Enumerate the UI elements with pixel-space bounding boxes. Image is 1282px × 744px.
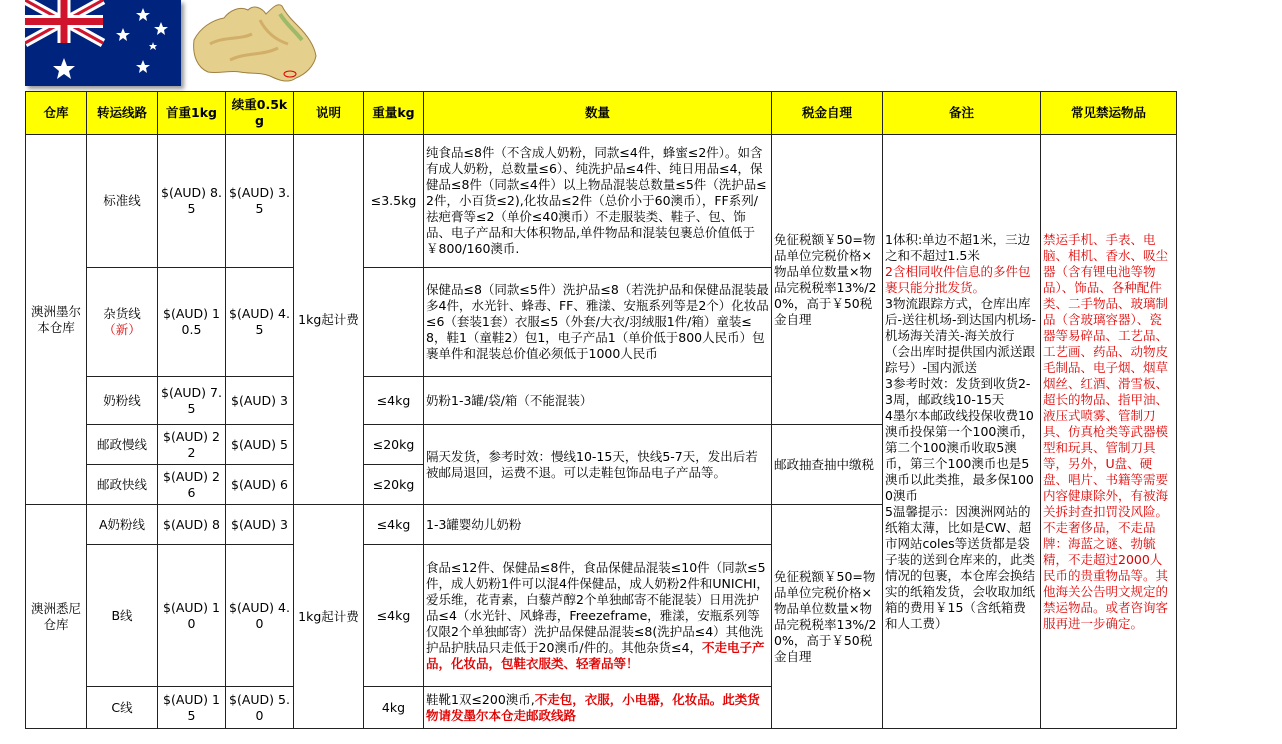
remark-3: 3物流跟踪方式，仓库出库后-送往机场-到达国内机场-机场海关清关-海关放行（会出库时提供国内派送跟踪号）-国内派送 [885,295,1037,375]
shipping-rate-table [25,91,1177,729]
remark-2: 2含相同收件信息的多件包裹只能分批发货。 [885,263,1031,295]
quantity-rules: 纯食品≤8件（不含成人奶粉，同款≤4件，蜂蜜≤2件）。如含有成人奶粉，总数量≤6）、纯洗护品≤4件、纯日用品≤4，保健品≤8件（同款≤4件）以上物品混装总数量≤5件（洗护品≤2件，小百货≤2),化妆品≤2件（总价小于60澳币），FF系列/祛疤膏等≤2（单价≤40澳币）不走服装类、鞋子、包、饰品、电子产品和大体积物品,单件物品和混装包裹总价值低于￥800/160澳币. [424,135,772,268]
header-row [26,92,1177,135]
route-name: 奶粉线 [87,377,158,425]
continued-weight-price: $(AUD) 4.0 [226,545,294,687]
melbourne-warehouse-cell: 澳洲墨尔本仓库 [26,135,87,505]
australia-flag-image [25,0,181,86]
weight-limit: ≤4kg [364,505,424,545]
quantity-warning: 不走包，衣服，小电器，化妆品。此类货物请发墨尔本仓走邮政线路 [426,691,760,723]
weight-limit: ≤20kg [364,465,424,505]
melbourne-description: 1kg起计费 [294,135,364,505]
route-name: 邮政快线 [87,465,158,505]
weight-limit: ≤20kg [364,425,424,465]
header-prohibited: 常见禁运物品 [1041,92,1177,135]
postal-tax-note: 邮政抽查抽中缴税 [772,425,883,505]
first-weight-price: $(AUD) 10.5 [158,268,226,377]
remarks-cell [883,135,1041,729]
quantity-rules: 隔天发货，参考时效：慢线10-15天，快线5-7天，发出后若被邮局退回，运费不退。可以走鞋包饰品电子产品等。 [424,425,772,505]
route-name: B线 [87,545,158,687]
route-name: 邮政慢线 [87,425,158,465]
continued-weight-price: $(AUD) 3 [226,377,294,425]
header-weight: 重量kg [364,92,424,135]
first-weight-price: $(AUD) 8 [158,505,226,545]
header-route: 转运线路 [87,92,158,135]
first-weight-price: $(AUD) 8.5 [158,135,226,268]
sydney-tax-note: 免征税额￥50=物品单位完税价格×物品单位数量×物品完税税率13%/20%，高于￥50税金自理 [772,505,883,729]
first-weight-price: $(AUD) 15 [158,687,226,729]
quantity-rules: 1-3罐婴幼儿奶粉 [424,505,772,545]
quantity-text: 食品≤12件、保健品≤8件，食品保健品混装≤10件（同款≤5件，成人奶粉1件可以混4件保健品，成人奶粉2件和UNICHI，爱乐维，花青素，白藜芦醇2个单独邮寄不能混装）日用洗护品≤4（水光针、风蜂毒，Freezeframe，雅漾，安瓶系列等仅限2个单独邮寄）洗护品保健品混装≤8(洗护品≤4）其他洗护品护肤品只走低于20澳币/件的。其他杂货≤4， [426,559,769,655]
header-first-weight: 首重1kg [158,92,226,135]
union-jack [25,0,103,43]
weight-limit [364,268,424,377]
route-name: C线 [87,687,158,729]
sydney-description: 1kg起计费 [294,505,364,729]
remark-5: 4墨尔本邮政线投保收费10澳币投保第一个100澳币，第二个100澳币收取5澳币，第三个100澳币也是5澳币以此类推，最多保1000澳币 [885,407,1034,503]
header-remarks: 备注 [883,92,1041,135]
first-weight-price: $(AUD) 26 [158,465,226,505]
header-warehouse: 仓库 [26,92,87,135]
continued-weight-price: $(AUD) 3 [226,505,294,545]
sydney-warehouse-cell: 澳洲悉尼仓库 [26,505,87,729]
header-tax: 税金自理 [772,92,883,135]
weight-limit: ≤4kg [364,545,424,687]
route-name: 标准线 [87,135,158,268]
continued-weight-price: $(AUD) 4.5 [226,268,294,377]
route-label: 杂货线 [103,306,141,321]
first-weight-price: $(AUD) 10 [158,545,226,687]
header-quantity: 数量 [424,92,772,135]
australia-map-image [190,0,322,86]
remark-1: 1体积:单边不超1米，三边之和不超过1.5米 [885,231,1031,263]
quantity-rules: 奶粉1-3罐/袋/箱（不能混装） [424,377,772,425]
new-badge: （新） [103,322,141,337]
quantity-warning: 不走电子产品，化妆品，包鞋衣服类、轻奢品等！ [426,639,765,671]
quantity-rules: 保健品≤8（同款≤5件）洗护品≤8（若洗护品和保健品混装最多4件，水光针、蜂毒、FF、雅漾、安瓶系列等是2个）化妆品≤6（套装1套）衣服≤5（外套/大衣/羽绒服1件/箱）童装≤8，鞋1（童鞋2）包1，电子产品1（单价低于800人民币）包裹单件和混装总价值必须低于1000人民币 [424,268,772,377]
melbourne-tax-note: 免征税额￥50=物品单位完税价格×物品单位数量×物品完税税率13%/20%，高于￥50税金自理 [772,135,883,425]
remark-6: 5温馨提示：因澳洲网站的纸箱太薄，比如是CW、超市网站coles等送货都是袋子装的送到仓库来的，此类情况的包裹，本仓库会换结实的纸箱发货，会收取加纸箱的费用￥15（含纸箱费和人工费） [885,503,1036,631]
route-name: A奶粉线 [87,505,158,545]
weight-limit: ≤3.5kg [364,135,424,268]
header-description: 说明 [294,92,364,135]
prohibited-items: 禁运手机、手表、电脑、相机、香水、吸尘器（含有锂电池等物品）、饰品、各种配件类、二手物品、玻璃制品（含玻璃容器）、瓷器等易碎品、工艺品、工艺画、药品、动物皮毛制品、电子烟、烟草烟丝、红酒、滑雪板、超长的物品、指甲油、液压式喷雾、管制刀具、仿真枪类等武器模型和玩具、管制刀具等，另外，U盘、硬盘、唱片、书籍等需要内容健康除外，有被海关拆封查扣罚没风险。不走奢侈品，不走品牌：海蓝之谜、勃毓精，不走超过2000人民币的贵重物品等。其他海关公告明文规定的禁运物品。或者咨询客服再进一步确定。 [1041,135,1177,729]
quantity-text: 鞋靴1双≤200澳币, [426,691,535,707]
continued-weight-price: $(AUD) 5 [226,425,294,465]
remark-4: 3参考时效：发货到收货2-3周，邮政线10-15天 [885,375,1031,407]
weight-limit: 4kg [364,687,424,729]
first-weight-price: $(AUD) 22 [158,425,226,465]
route-name [87,268,158,377]
header-continued-weight: 续重0.5kg [226,92,294,135]
continued-weight-price: $(AUD) 6 [226,465,294,505]
first-weight-price: $(AUD) 7.5 [158,377,226,425]
weight-limit: ≤4kg [364,377,424,425]
quantity-rules [424,687,772,729]
continued-weight-price: $(AUD) 5.0 [226,687,294,729]
table-row [26,135,1177,268]
continued-weight-price: $(AUD) 3.5 [226,135,294,268]
quantity-rules [424,545,772,687]
